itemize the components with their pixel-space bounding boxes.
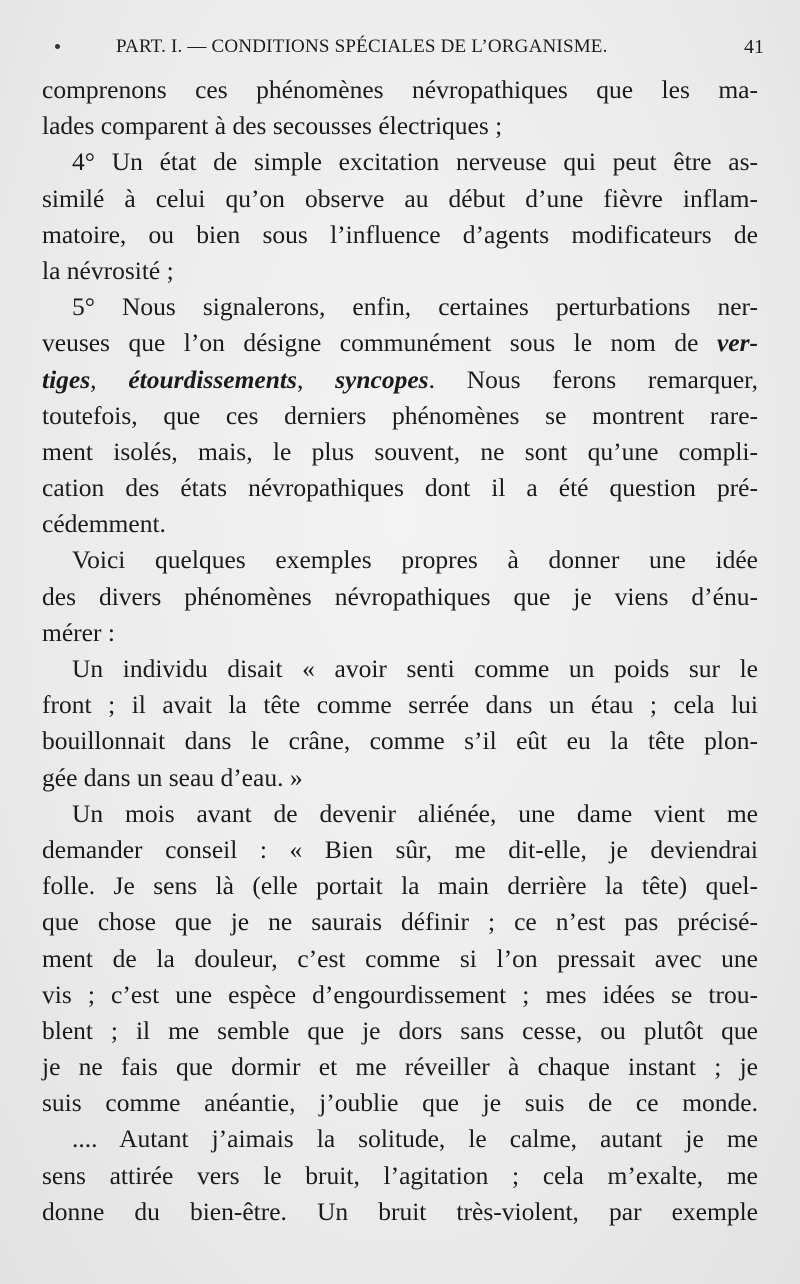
text-line: 4° Un état de simple excitation nerveuse qui peut être as-: [72, 147, 758, 177]
italic-term: syncopes: [335, 364, 429, 394]
text-line: comprenons ces phénomènes névropathiques que les ma-: [42, 75, 758, 104]
text-line: similé à celui qu’on observe au début d’une fièvre inflam-: [42, 183, 758, 213]
text-line: ment de la douleur, c’est comme si l’on pressait avec une: [42, 943, 758, 973]
text-run: ,: [90, 364, 129, 394]
italic-term: étourdissements: [128, 364, 297, 394]
body-text: [42, 72, 758, 1230]
ink-dot: [55, 44, 60, 49]
text-line: des divers phénomènes névropathiques que je viens d’énu-: [42, 581, 758, 611]
text-line: suis comme anéantie, j’oublie que je suis de ce monde.: [42, 1088, 758, 1118]
running-title: PART. I. — CONDITIONS SPÉCIALES DE L’ORGANISME.: [116, 36, 608, 57]
text-line: folle. Je sens là (elle portait la main derrière la tête) quel-: [42, 871, 758, 901]
running-header: [0, 36, 800, 62]
page-number: 41: [744, 36, 764, 58]
text-line: la névrosité ;: [42, 255, 174, 285]
text-line: .... Autant j’aimais la solitude, le calme, autant je me: [72, 1124, 758, 1154]
text-line: Un mois avant de devenir aliénée, une dame vient me: [72, 798, 758, 828]
text-line: ment isolés, mais, le plus souvent, ne sont qu’une compli-: [42, 436, 758, 466]
text-line: [42, 325, 758, 361]
text-line: Voici quelques exemples propres à donner une idée: [72, 545, 758, 575]
text-run: ,: [296, 364, 336, 394]
text-line: je ne fais que dormir et me réveiller à chaque instant ; je: [42, 1052, 758, 1082]
text-run: . Nous ferons remarquer,: [428, 364, 759, 394]
text-line: bouillonnait dans le crâne, comme s’il eût eu la tête plon-: [42, 726, 758, 756]
text-line: mérer :: [42, 617, 115, 647]
italic-term: ver-: [716, 328, 758, 358]
text-line: cédemment.: [42, 509, 166, 539]
text-run: veuses que l’on désigne communément sous le nom de: [42, 328, 717, 358]
text-line: lades comparent à des secousses électriques ;: [42, 111, 503, 141]
text-line: vis ; c’est une espèce d’engourdissement ; mes idées se trou-: [42, 979, 758, 1009]
text-line: sens attirée vers le bruit, l’agitation ; cela m’exalte, me: [42, 1160, 758, 1190]
text-line: matoire, ou bien sous l’influence d’agents modificateurs de: [42, 219, 758, 249]
italic-term: tiges: [42, 364, 91, 394]
text-line: 5° Nous signalerons, enfin, certaines perturbations ner-: [72, 292, 758, 322]
text-line: cation des états névropathiques dont il a été question pré-: [42, 473, 758, 503]
text-line: demander conseil : « Bien sûr, me dit-elle, je deviendrai: [42, 834, 758, 864]
text-line: que chose que je ne saurais définir ; ce n’est pas précisé-: [42, 907, 758, 937]
text-line: front ; il avait la tête comme serrée dans un étau ; cela lui: [42, 690, 758, 720]
text-line: donne du bien-être. Un bruit très-violent, par exemple: [42, 1196, 758, 1226]
text-line: [42, 362, 758, 398]
text-line: toutefois, que ces derniers phénomènes se montrent rare-: [42, 400, 758, 430]
text-line: blent ; il me semble que je dors sans cesse, ou plutôt que: [42, 1015, 758, 1045]
text-line: gée dans un seau d’eau. »: [42, 762, 303, 792]
text-line: Un individu disait « avoir senti comme un poids sur le: [72, 654, 758, 683]
